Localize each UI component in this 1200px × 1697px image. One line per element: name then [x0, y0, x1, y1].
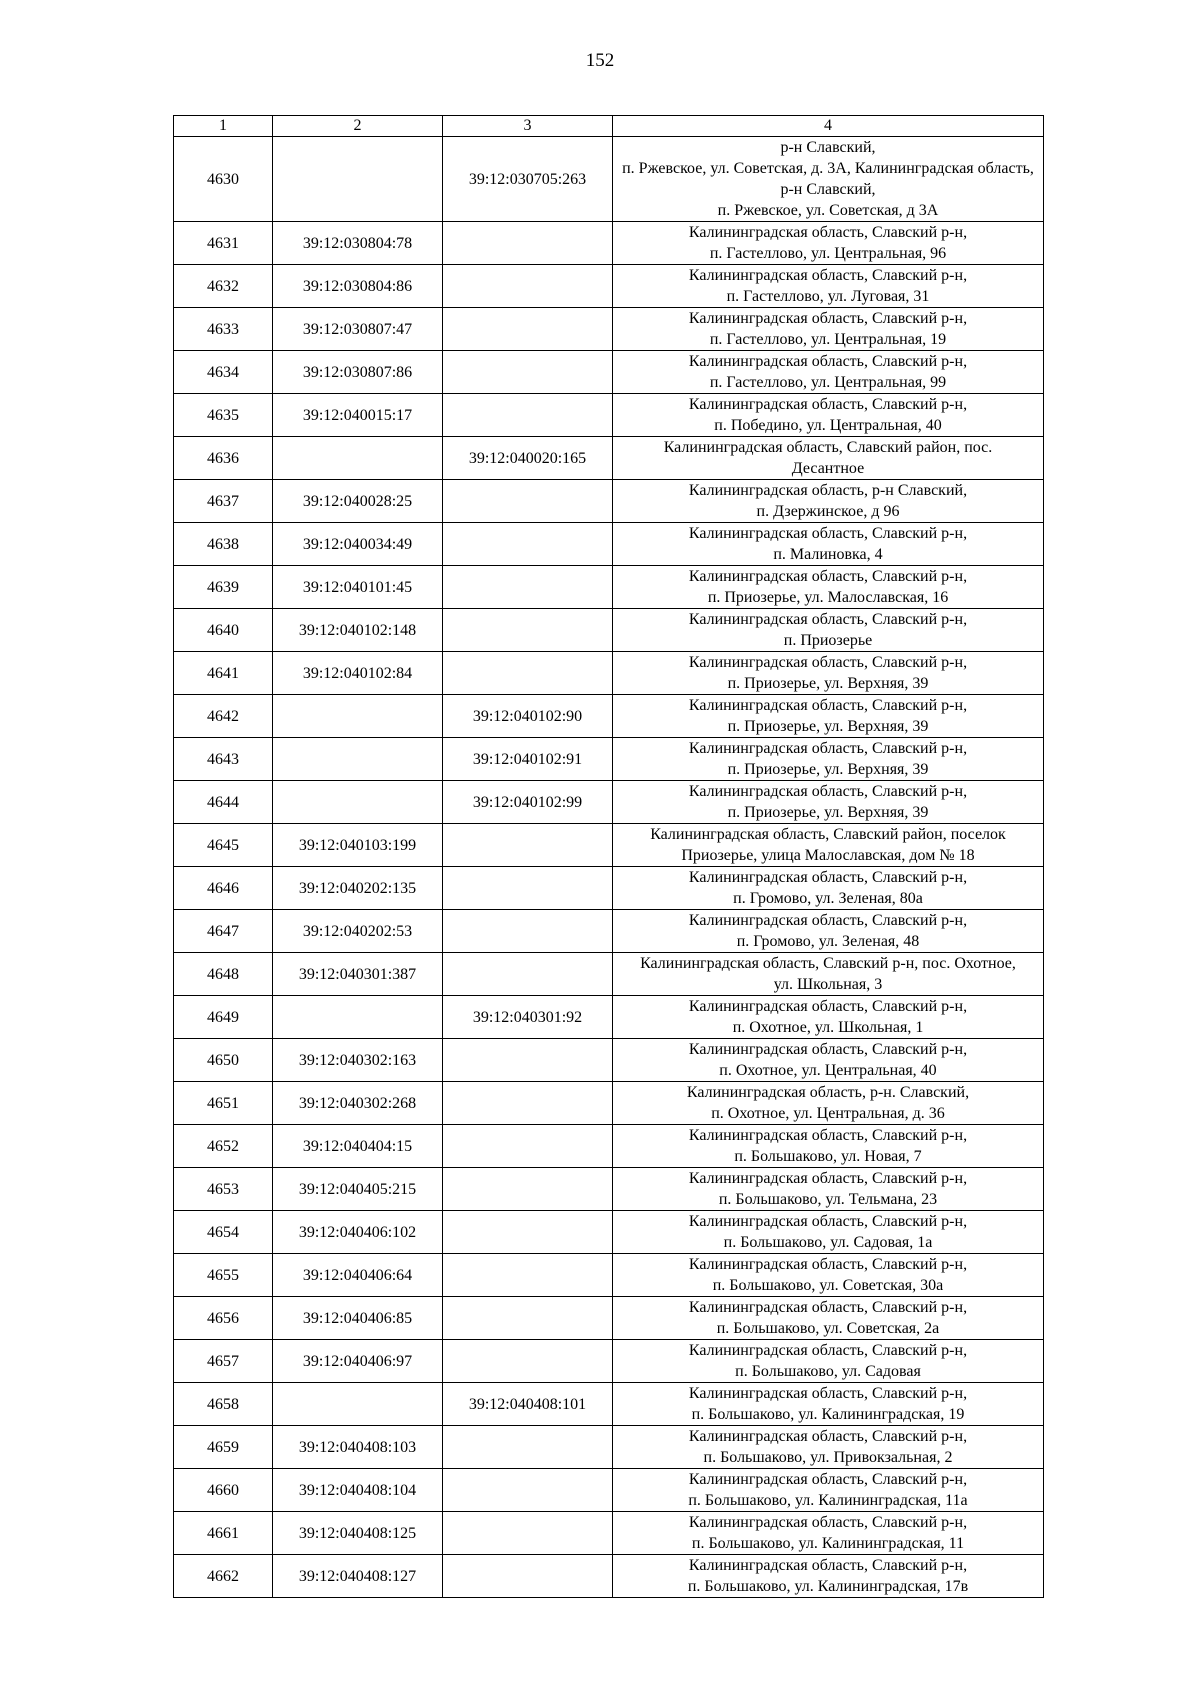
table-row [174, 867, 1044, 910]
cadastral-number-a: 39:12:040408:125 [273, 1512, 443, 1555]
table-row [174, 953, 1044, 996]
cadastral-number-b [443, 265, 613, 308]
row-number: 4649 [174, 996, 273, 1039]
table-row [174, 523, 1044, 566]
cadastral-number-b: 39:12:030705:263 [443, 137, 613, 222]
address: Калининградская область, Славский р-н, п. Приозерье, ул. Верхняя, 39 [613, 781, 1044, 824]
cadastral-number-a: 39:12:040408:104 [273, 1469, 443, 1512]
row-number: 4657 [174, 1340, 273, 1383]
table-row [174, 437, 1044, 480]
cadastral-number-b [443, 1340, 613, 1383]
header-col-3: 3 [443, 116, 613, 137]
table-row [174, 1469, 1044, 1512]
row-number: 4637 [174, 480, 273, 523]
table-row [174, 308, 1044, 351]
address: Калининградская область, Славский р-н, п. Большаково, ул. Садовая, 1а [613, 1211, 1044, 1254]
address: Калининградская область, Славский р-н, п. Большаково, ул. Калининградская, 19 [613, 1383, 1044, 1426]
cadastral-number-a: 39:12:040202:135 [273, 867, 443, 910]
table-row [174, 566, 1044, 609]
address: Калининградская область, Славский р-н, п. Гастеллово, ул. Центральная, 96 [613, 222, 1044, 265]
cadastral-number-b: 39:12:040408:101 [443, 1383, 613, 1426]
cadastral-number-a [273, 695, 443, 738]
table-row [174, 1512, 1044, 1555]
row-number: 4647 [174, 910, 273, 953]
row-number: 4640 [174, 609, 273, 652]
row-number: 4660 [174, 1469, 273, 1512]
cadastral-number-a: 39:12:040302:163 [273, 1039, 443, 1082]
cadastral-number-b [443, 566, 613, 609]
cadastral-number-b [443, 1512, 613, 1555]
table-row [174, 1168, 1044, 1211]
cadastral-number-b [443, 351, 613, 394]
cadastral-number-a: 39:12:040406:97 [273, 1340, 443, 1383]
row-number: 4651 [174, 1082, 273, 1125]
row-number: 4661 [174, 1512, 273, 1555]
cadastral-number-a: 39:12:040405:215 [273, 1168, 443, 1211]
address: Калининградская область, Славский р-н, п. Большаково, ул. Калининградская, 11 [613, 1512, 1044, 1555]
table-row [174, 480, 1044, 523]
row-number: 4655 [174, 1254, 273, 1297]
header-col-1: 1 [174, 116, 273, 137]
table-row [174, 351, 1044, 394]
address: Калининградская область, Славский р-н, п. Малиновка, 4 [613, 523, 1044, 566]
address: Калининградская область, Славский р-н, п. Гастеллово, ул. Луговая, 31 [613, 265, 1044, 308]
table-row [174, 652, 1044, 695]
page-number: 152 [585, 50, 615, 71]
cadastral-number-a: 39:12:040102:148 [273, 609, 443, 652]
address: Калининградская область, Славский р-н, п. Охотное, ул. Центральная, 40 [613, 1039, 1044, 1082]
cadastral-number-a [273, 781, 443, 824]
table-row [174, 137, 1044, 222]
cadastral-number-b [443, 1039, 613, 1082]
address: Калининградская область, р-н. Славский, п. Охотное, ул. Центральная, д. 36 [613, 1082, 1044, 1125]
cadastral-number-a [273, 996, 443, 1039]
table-row [174, 1254, 1044, 1297]
address: Калининградская область, Славский р-н, п. Охотное, ул. Школьная, 1 [613, 996, 1044, 1039]
table-row [174, 781, 1044, 824]
address: Калининградская область, Славский р-н, п. Гастеллово, ул. Центральная, 99 [613, 351, 1044, 394]
cadastral-number-b [443, 609, 613, 652]
address: Калининградская область, Славский р-н, п. Большаково, ул. Садовая [613, 1340, 1044, 1383]
row-number: 4658 [174, 1383, 273, 1426]
address: Калининградская область, Славский р-н, п. Большаково, ул. Советская, 30а [613, 1254, 1044, 1297]
cadastral-number-b [443, 480, 613, 523]
table-row [174, 1039, 1044, 1082]
cadastral-number-b [443, 910, 613, 953]
cadastral-number-b [443, 652, 613, 695]
cadastral-number-a [273, 1383, 443, 1426]
cadastral-number-a: 39:12:030804:86 [273, 265, 443, 308]
table-row [174, 1297, 1044, 1340]
cadastral-number-b [443, 1254, 613, 1297]
row-number: 4644 [174, 781, 273, 824]
cadastral-number-a: 39:12:040408:127 [273, 1555, 443, 1598]
cadastral-number-a: 39:12:030804:78 [273, 222, 443, 265]
header-col-4: 4 [613, 116, 1044, 137]
address: Калининградская область, Славский р-н, п. Приозерье, ул. Верхняя, 39 [613, 738, 1044, 781]
row-number: 4653 [174, 1168, 273, 1211]
cadastral-number-b [443, 1426, 613, 1469]
cadastral-number-b [443, 824, 613, 867]
address: Калининградская область, Славский р-н, п. Приозерье, ул. Верхняя, 39 [613, 695, 1044, 738]
row-number: 4643 [174, 738, 273, 781]
cadastral-number-b [443, 394, 613, 437]
cadastral-number-b: 39:12:040020:165 [443, 437, 613, 480]
table-row [174, 1426, 1044, 1469]
table-row [174, 824, 1044, 867]
table-row [174, 1383, 1044, 1426]
cadastral-number-a: 39:12:040302:268 [273, 1082, 443, 1125]
cadastral-number-a: 39:12:040408:103 [273, 1426, 443, 1469]
row-number: 4638 [174, 523, 273, 566]
address: Калининградская область, Славский р-н, п. Победино, ул. Центральная, 40 [613, 394, 1044, 437]
address: Калининградская область, Славский р-н, п. Приозерье, ул. Малославская, 16 [613, 566, 1044, 609]
address: Калининградская область, Славский р-н, п. Большаково, ул. Калининградская, 11а [613, 1469, 1044, 1512]
address: р-н Славский, п. Ржевское, ул. Советская, д. 3А, Калининградская область, р-н Славский, п. Ржевское, ул. Советская, д 3А [613, 137, 1044, 222]
row-number: 4652 [174, 1125, 273, 1168]
row-number: 4645 [174, 824, 273, 867]
table-row [174, 1125, 1044, 1168]
cadastral-number-b [443, 222, 613, 265]
address: Калининградская область, Славский р-н, п. Гастеллово, ул. Центральная, 19 [613, 308, 1044, 351]
row-number: 4630 [174, 137, 273, 222]
address: Калининградская область, Славский р-н, п. Приозерье [613, 609, 1044, 652]
cadastral-number-a: 39:12:040404:15 [273, 1125, 443, 1168]
cadastral-number-a [273, 738, 443, 781]
address: Калининградская область, р-н Славский, п. Дзержинское, д 96 [613, 480, 1044, 523]
cadastral-number-a: 39:12:040103:199 [273, 824, 443, 867]
cadastral-number-b [443, 953, 613, 996]
cadastral-number-b [443, 1297, 613, 1340]
cadastral-number-a [273, 137, 443, 222]
cadastral-number-b: 39:12:040102:90 [443, 695, 613, 738]
row-number: 4634 [174, 351, 273, 394]
table-header [174, 116, 1044, 137]
cadastral-number-a: 39:12:030807:47 [273, 308, 443, 351]
header-row [174, 116, 1044, 137]
row-number: 4659 [174, 1426, 273, 1469]
table-row [174, 1340, 1044, 1383]
row-number: 4650 [174, 1039, 273, 1082]
row-number: 4636 [174, 437, 273, 480]
cadastral-number-a [273, 437, 443, 480]
row-number: 4632 [174, 265, 273, 308]
cadastral-number-b: 39:12:040301:92 [443, 996, 613, 1039]
cadastral-number-a: 39:12:040102:84 [273, 652, 443, 695]
address: Калининградская область, Славский район, поселок Приозерье, улица Малославская, дом № 18 [613, 824, 1044, 867]
table-row [174, 1082, 1044, 1125]
cadastral-number-b [443, 1082, 613, 1125]
address: Калининградская область, Славский р-н, п. Большаково, ул. Новая, 7 [613, 1125, 1044, 1168]
table-row [174, 222, 1044, 265]
cadastral-number-b: 39:12:040102:99 [443, 781, 613, 824]
cadastral-number-b [443, 1555, 613, 1598]
table-row [174, 265, 1044, 308]
address: Калининградская область, Славский р-н, п. Большаково, ул. Советская, 2а [613, 1297, 1044, 1340]
address: Калининградская область, Славский р-н, п. Большаково, ул. Калининградская, 17в [613, 1555, 1044, 1598]
cadastral-number-b [443, 1168, 613, 1211]
header-col-2: 2 [273, 116, 443, 137]
table-body [174, 137, 1044, 1598]
table-row [174, 910, 1044, 953]
cadastral-number-b [443, 1125, 613, 1168]
address: Калининградская область, Славский район, пос. Десантное [613, 437, 1044, 480]
table-row [174, 609, 1044, 652]
row-number: 4641 [174, 652, 273, 695]
table-row [174, 996, 1044, 1039]
row-number: 4633 [174, 308, 273, 351]
cadastral-number-a: 39:12:040202:53 [273, 910, 443, 953]
address: Калининградская область, Славский р-н, п. Большаково, ул. Тельмана, 23 [613, 1168, 1044, 1211]
cadastral-number-b [443, 308, 613, 351]
cadastral-number-b: 39:12:040102:91 [443, 738, 613, 781]
row-number: 4639 [174, 566, 273, 609]
cadastral-number-a: 39:12:040406:102 [273, 1211, 443, 1254]
address: Калининградская область, Славский р-н, п. Громово, ул. Зеленая, 80а [613, 867, 1044, 910]
cadastral-number-a: 39:12:040406:64 [273, 1254, 443, 1297]
cadastral-number-a: 39:12:040406:85 [273, 1297, 443, 1340]
address: Калининградская область, Славский р-н, п. Громово, ул. Зеленая, 48 [613, 910, 1044, 953]
table-row [174, 1211, 1044, 1254]
cadastral-number-b [443, 1211, 613, 1254]
row-number: 4662 [174, 1555, 273, 1598]
address: Калининградская область, Славский р-н, п. Большаково, ул. Привокзальная, 2 [613, 1426, 1044, 1469]
table-row [174, 695, 1044, 738]
address: Калининградская область, Славский р-н, п. Приозерье, ул. Верхняя, 39 [613, 652, 1044, 695]
row-number: 4656 [174, 1297, 273, 1340]
cadastral-number-a: 39:12:040015:17 [273, 394, 443, 437]
cadastral-number-b [443, 867, 613, 910]
row-number: 4642 [174, 695, 273, 738]
row-number: 4654 [174, 1211, 273, 1254]
cadastral-number-a: 39:12:030807:86 [273, 351, 443, 394]
table-row [174, 738, 1044, 781]
table-row [174, 394, 1044, 437]
row-number: 4631 [174, 222, 273, 265]
cadastral-number-a: 39:12:040028:25 [273, 480, 443, 523]
cadastral-number-a: 39:12:040101:45 [273, 566, 443, 609]
registry-table [173, 115, 1044, 1598]
cadastral-number-a: 39:12:040034:49 [273, 523, 443, 566]
address: Калининградская область, Славский р-н, пос. Охотное, ул. Школьная, 3 [613, 953, 1044, 996]
cadastral-number-a: 39:12:040301:387 [273, 953, 443, 996]
cadastral-number-b [443, 523, 613, 566]
row-number: 4646 [174, 867, 273, 910]
cadastral-number-b [443, 1469, 613, 1512]
table-row [174, 1555, 1044, 1598]
row-number: 4648 [174, 953, 273, 996]
row-number: 4635 [174, 394, 273, 437]
